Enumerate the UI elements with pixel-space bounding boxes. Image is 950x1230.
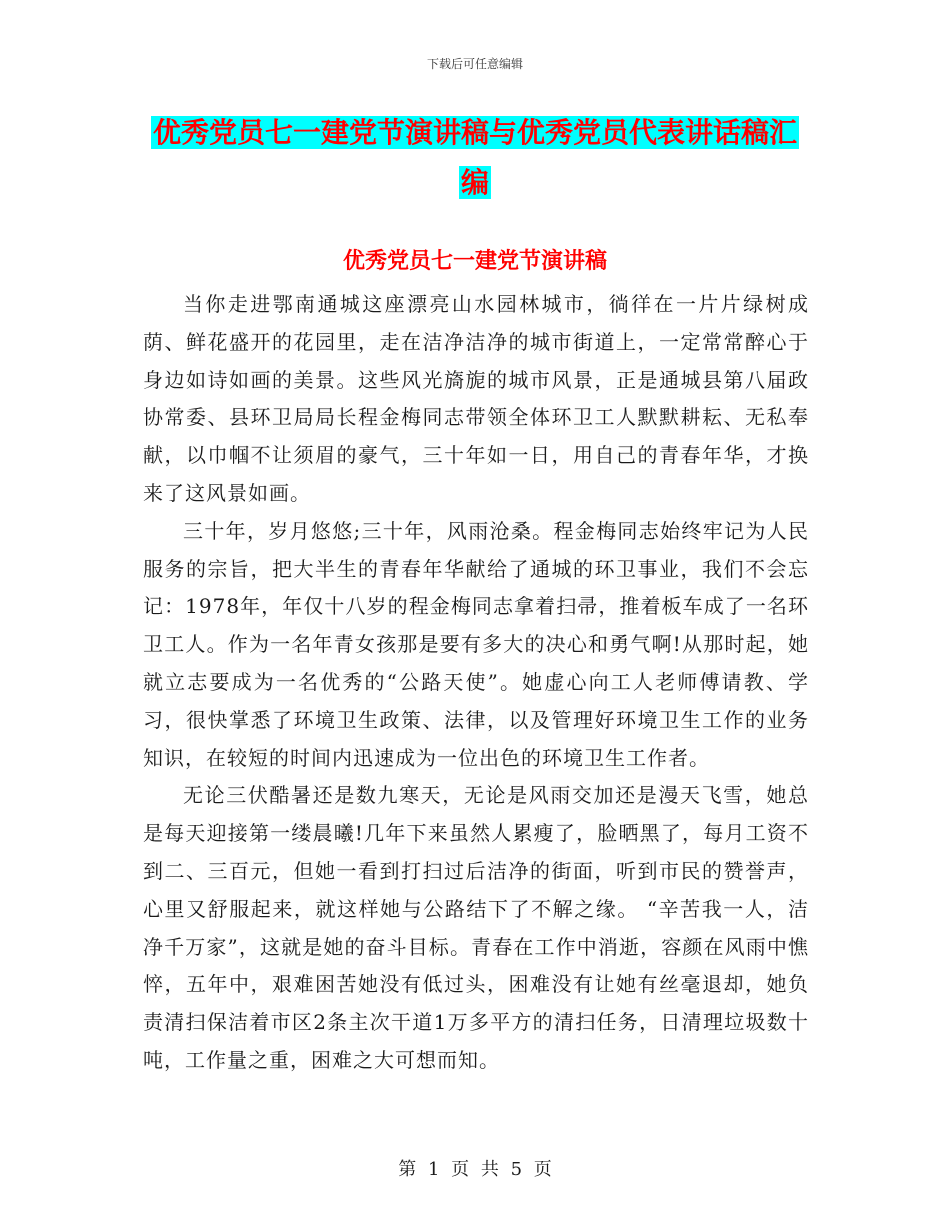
main-title-line2: 编 (460, 166, 489, 199)
main-title-line1: 优秀党员七一建党节演讲稿与优秀党员代表讲话稿汇 (152, 116, 797, 149)
paragraph-2: 三十年，岁月悠悠;三十年，风雨沧桑。程金梅同志始终牢记为人民服务的宗旨，把大半生的青春年华献给了通城的环卫事业，我们不会忘记：1978年，年仅十八岁的程金梅同志拿着扫帚，推着板车成了一名环卫工人。作为一名年青女孩那是要有多大的决心和勇气啊!从那时起，她就立志要成为一名优秀的“公路天使”。她虚心向工人老师傅请教、学习，很快掌悉了环境卫生政策、法律，以及管理好环境卫生工作的业务知识，在较短的时间内迅速成为一位出色的环境卫生工作者。 (143, 518, 809, 770)
paragraph-3: 无论三伏酷暑还是数九寒天，无论是风雨交加还是漫天飞雪，她总是每天迎接第一缕晨曦!几年下来虽然人累瘦了，脸晒黑了，每月工资不到二、三百元，但她一看到打扫过后洁净的街面，听到市民的赞誉声，心里又舒服起来，就这样她与公路结下了不解之缘。 “辛苦我一人，洁净千万家”，这就是她的奋斗目标。青春在工作中消逝，容颜在风雨中憔悴，五年中，艰难困苦她没有低过头，困难没有让她有丝毫退却，她负责清扫保洁着市区2条主次干道1万多平方的清扫任务，日清理垃圾数十吨，工作量之重，困难之大可想而知。 (143, 783, 809, 1072)
document-body (143, 286, 809, 1080)
section-title: 优秀党员七一建党节演讲稿 (342, 248, 607, 274)
header-note: 下载后可任意编辑 (426, 57, 523, 71)
paragraph-1: 当你走进鄂南通城这座漂亮山水园林城市，徜徉在一片片绿树成荫、鲜花盛开的花园里，走在洁净洁净的城市街道上，一定常常醉心于身边如诗如画的美景。这些风光旖旎的城市风景，正是通城县第八届政协常委、县环卫局局长程金梅同志带领全体环卫工人默默耕耘、无私奉献，以巾帼不让须眉的豪气，三十年如一日，用自己的青春年华，才换来了这风景如画。 (143, 292, 809, 505)
page-footer: 第 1 页 共 5 页 (398, 1159, 552, 1180)
main-title (150, 108, 800, 208)
